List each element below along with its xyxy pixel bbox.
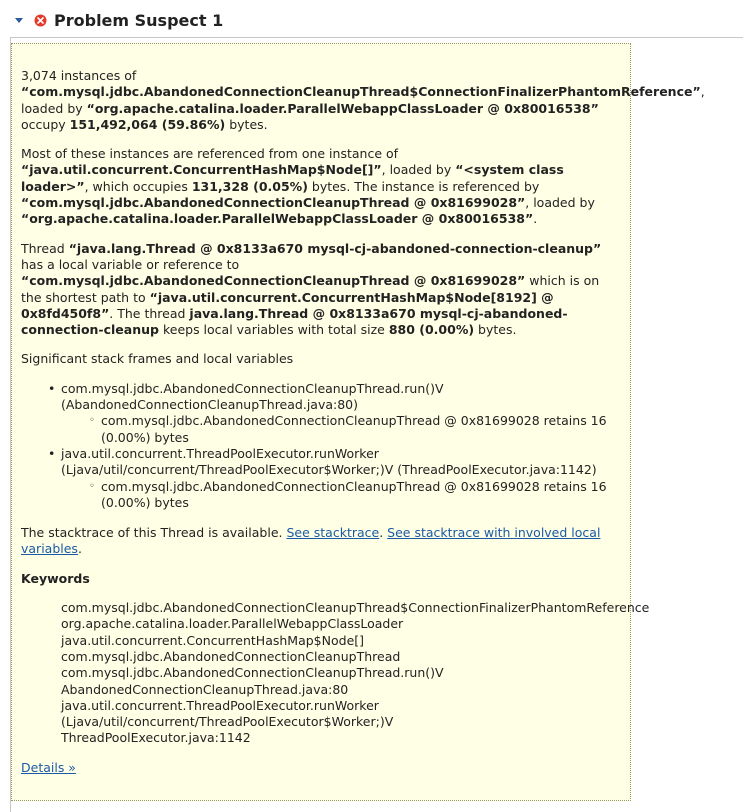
see-stacktrace-locals-link[interactable]: See stacktrace with involved local variables [21,525,601,557]
suspect-details-panel [11,43,705,801]
stacktrace-paragraph: The stacktrace of this Thread is available. See stacktrace. See stacktrace with involved local variables. [21,525,601,557]
keywords-heading: Keywords [21,570,90,586]
keyword: AbandonedConnectionCleanupThread.java:80 [61,681,349,697]
keyword: ThreadPoolExecutor.java:1142 [61,730,251,746]
referrer-bytes: 131,328 (0.05%) [191,178,308,194]
thread-paragraph: Thread “java.lang.Thread @ 0x8133a670 mysql-cj-abandoned-connection-cleanup” has a local variable or reference to “com.mysql.jdbc.AbandonedConnectionCleanupThread @ 0x81699028” which is on the shortest path to “java.util.concurrent.ConcurrentHashMap$Node[8192] @ 0x8fd450f8”. The thread java.lang.Thread @ 0x8133a670 mysql-cj-abandoned-connection-cleanup keeps local variables with total size 880 (0.00%) bytes. [21,240,602,338]
referencing-loader: “org.apache.catalina.loader.ParallelWebappClassLoader @ 0x80016538” [21,211,534,227]
error-circle-icon [34,14,47,27]
local-variable-item: ◦ com.mysql.jdbc.AbandonedConnectionCleanupThread @ 0x81699028 retains 16 (0.00%) bytes [101,479,621,512]
keyword: java.util.concurrent.ThreadPoolExecutor.runWorker [61,697,379,713]
shortest-path: “java.util.concurrent.ConcurrentHashMap$Node[8192] @ 0x8fd450f8” [21,289,554,321]
keywords-list [61,600,650,747]
local-vars-size: 880 (0.00%) [388,322,475,338]
details-link[interactable]: Details » [21,759,76,775]
thread-name-repeat: java.lang.Thread @ 0x8133a670 mysql-cj-abandoned-connection-cleanup [21,305,568,338]
instance-count: 3,074 [21,68,57,83]
suspect-loader: “org.apache.catalina.loader.ParallelWebappClassLoader @ 0x80016538” [86,100,599,116]
see-stacktrace-link[interactable]: See stacktrace [286,525,380,541]
keyword: com.mysql.jdbc.AbandonedConnectionCleanupThread [61,648,401,664]
keyword: com.mysql.jdbc.AbandonedConnectionCleanupThread$ConnectionFinalizerPhantomReference [61,600,650,616]
referrer-loader: “<system class loader>” [21,162,564,194]
stack-frame-item [61,381,621,446]
summary-paragraph: 3,074 instances of “com.mysql.jdbc.AbandonedConnectionCleanupThread$ConnectionFinalizerPhantomReference”, loaded by “org.apache.catalina.loader.ParallelWebappClassLoader @ 0x80016538” occupy 151,492,064 (59.86%) bytes. [21,68,705,132]
stack-frame-item [61,446,621,511]
referenced-paragraph: Most of these instances are referenced from one instance of “java.util.concurrent.ConcurrentHashMap$Node[]”, loaded by “<system class loader>”, which occupies 131,328 (0.05%) bytes. The instance is referenced by “com.mysql.jdbc.AbandonedConnectionCleanupThread @ 0x81699028”, loaded by “org.apache.catalina.loader.ParallelWebappClassLoader @ 0x80016538”. [21,146,595,227]
stack-frame: java.util.concurrent.ThreadPoolExecutor.runWorker (Ljava/util/concurrent/ThreadPoolExecutor$Worker;)V (ThreadPoolExecutor.java:1142) [61,445,597,478]
stack-frame: com.mysql.jdbc.AbandonedConnectionCleanupThread.run()V (AbandonedConnectionCleanupThread.java:80) [61,380,444,413]
thread-reference: “com.mysql.jdbc.AbandonedConnectionCleanupThread @ 0x81699028” [21,273,526,289]
keyword: (Ljava/util/concurrent/ThreadPoolExecutor$Worker;)V [61,714,394,730]
keyword: org.apache.catalina.loader.ParallelWebappClassLoader [61,616,404,632]
local-variable-item: ◦ com.mysql.jdbc.AbandonedConnectionCleanupThread @ 0x81699028 retains 16 (0.00%) bytes [101,413,621,446]
thread-name: “java.lang.Thread @ 0x8133a670 mysql-cj-abandoned-connection-cleanup” [68,240,602,256]
section-divider [10,37,743,38]
keyword: com.mysql.jdbc.AbandonedConnectionCleanupThread.run()V [61,665,444,681]
suspect-class: “com.mysql.jdbc.AbandonedConnectionCleanupThread$ConnectionFinalizerPhantomReference” [21,84,701,100]
stack-frames-list [21,381,621,511]
page-title: Problem Suspect 1 [54,10,224,30]
keyword: java.util.concurrent.ConcurrentHashMap$Node[] [61,632,365,648]
retained-bytes: 151,492,064 (59.86%) [69,116,226,132]
stack-frames-heading: Significant stack frames and local variables [21,351,294,367]
referrer-class: “java.util.concurrent.ConcurrentHashMap$Node[]” [21,162,382,178]
suspect-header [13,9,223,31]
referencing-object: “com.mysql.jdbc.AbandonedConnectionCleanupThread @ 0x81699028” [21,195,526,211]
collapse-triangle-icon[interactable] [13,14,25,26]
